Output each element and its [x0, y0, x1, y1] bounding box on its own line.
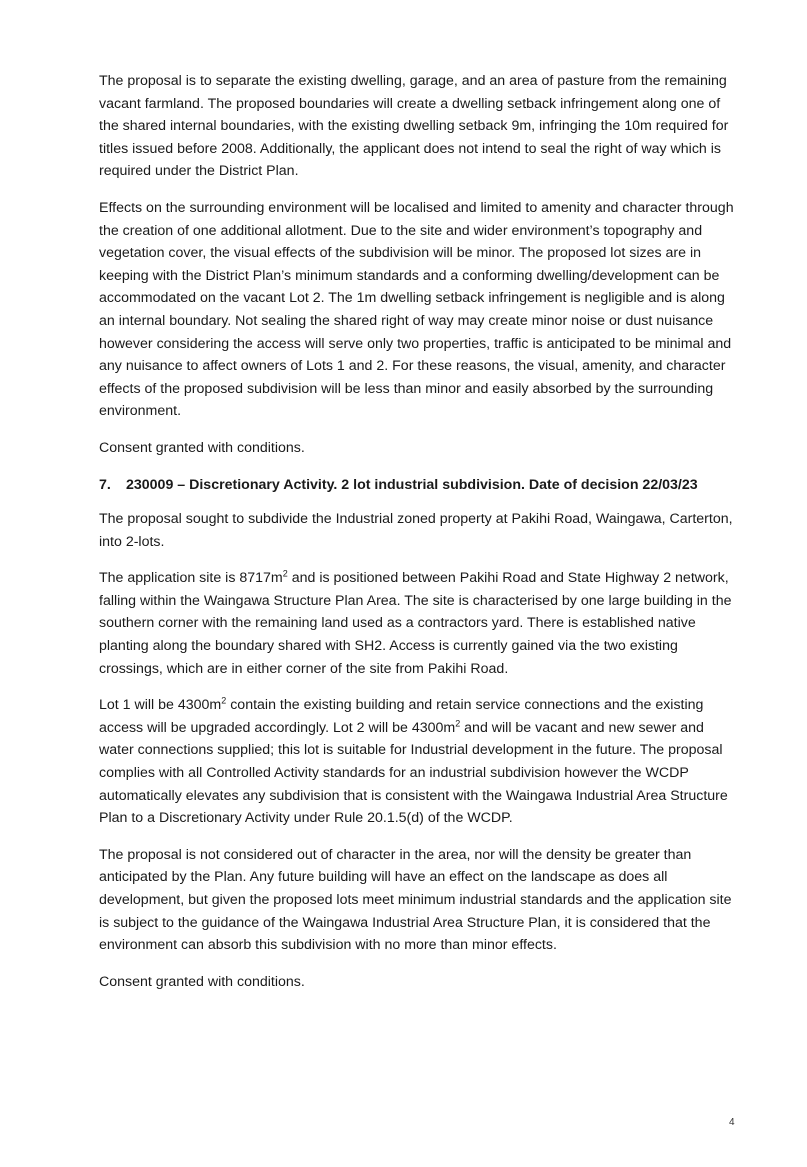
paragraph-section7-consent: Consent granted with conditions.	[99, 973, 305, 990]
paragraph-section7-lots	[99, 694, 739, 830]
section-7-heading	[99, 474, 739, 497]
paragraph-proposal-separation: The proposal is to separate the existing dwelling, garage, and an area of pasture from the remaining vacant farmland. The proposed boundaries will create a dwelling setback infringement along one of the shared internal boundaries, with the existing dwelling setback 9m, infringing the 10m required for titles issued before 2008. Additionally, the applicant does not intend to seal the right of way which is required under the District Plan.	[99, 73, 729, 180]
page-number: 4	[729, 1117, 735, 1128]
superscript: 2	[282, 568, 288, 579]
superscript: 2	[221, 695, 227, 706]
lots-text-b: contain the existing building and retain service connections and the existing access will be upgraded accordingly. Lot 2 will be 4300m	[99, 697, 704, 736]
paragraph-effects-environment: Effects on the surrounding environment will be localised and limited to amenity and character through the creation of one additional allotment. Due to the site and wider environment’s topography and vegetation cover, the visual effects of the subdivision will be minor. The proposed lot sizes are in keeping with the District Plan’s minimum standards and a conforming dwelling/development can be accommodated on the vacant Lot 2. The 1m dwelling setback infringement is negligible and is along an internal boundary. Not sealing the shared right of way may create minor noise or dust nuisance however considering the access will serve only two properties, traffic is anticipated to be minimal and any nuisance to affect owners of Lots 1 and 2. For these reasons, the visual, amenity, and character effects of the proposed subdivision will be less than minor and easily absorbed by the surrounding environment.	[99, 199, 734, 420]
paragraph-section7-site	[99, 567, 739, 680]
paragraph-section7-proposal: The proposal sought to subdivide the Industrial zoned property at Pakihi Road, Waingawa, Carterton, into 2-lots.	[99, 511, 733, 550]
superscript: 2	[455, 718, 461, 729]
lots-text-a: Lot 1 will be 4300m	[99, 697, 222, 714]
lots-text-c: and will be vacant and new sewer and water connections supplied; this lot is suitable for Industrial development in the future. The proposal complies with all Controlled Activity standards for an industrial subdivision however the WCDP automatically elevates any subdivision that is consistent with the Waingawa Industrial Area Structure Plan to a Discretionary Activity under Rule 20.1.5(d) of the WCDP.	[99, 719, 728, 827]
section-7-number: 7.	[99, 476, 111, 493]
site-text-b: and is positioned between Pakihi Road and State Highway 2 network, falling within the Waingawa Structure Plan Area. The site is characterised by one large building in the southern corner with the remaining land used as a contractors yard. There is established native planting along the boundary shared with SH2. Access is currently gained via the two existing crossings, which are in either corner of the site from Pakihi Road.	[99, 570, 732, 677]
site-text-a: The application site is 8717m	[99, 570, 283, 587]
document-page	[99, 70, 739, 1007]
paragraph-section7-character: The proposal is not considered out of character in the area, nor will the density be greater than anticipated by the Plan. Any future building will have an effect on the landscape as does all development, but given the proposed lots meet minimum industrial standards and the application site is subject to the guidance of the Waingawa Industrial Area Structure Plan, it is considered that the environment can absorb this subdivision with no more than minor effects.	[99, 846, 732, 954]
section-7-title: 230009 – Discretionary Activity. 2 lot industrial subdivision. Date of decision 22/03/23	[126, 476, 698, 493]
paragraph-consent-granted: Consent granted with conditions.	[99, 439, 305, 456]
